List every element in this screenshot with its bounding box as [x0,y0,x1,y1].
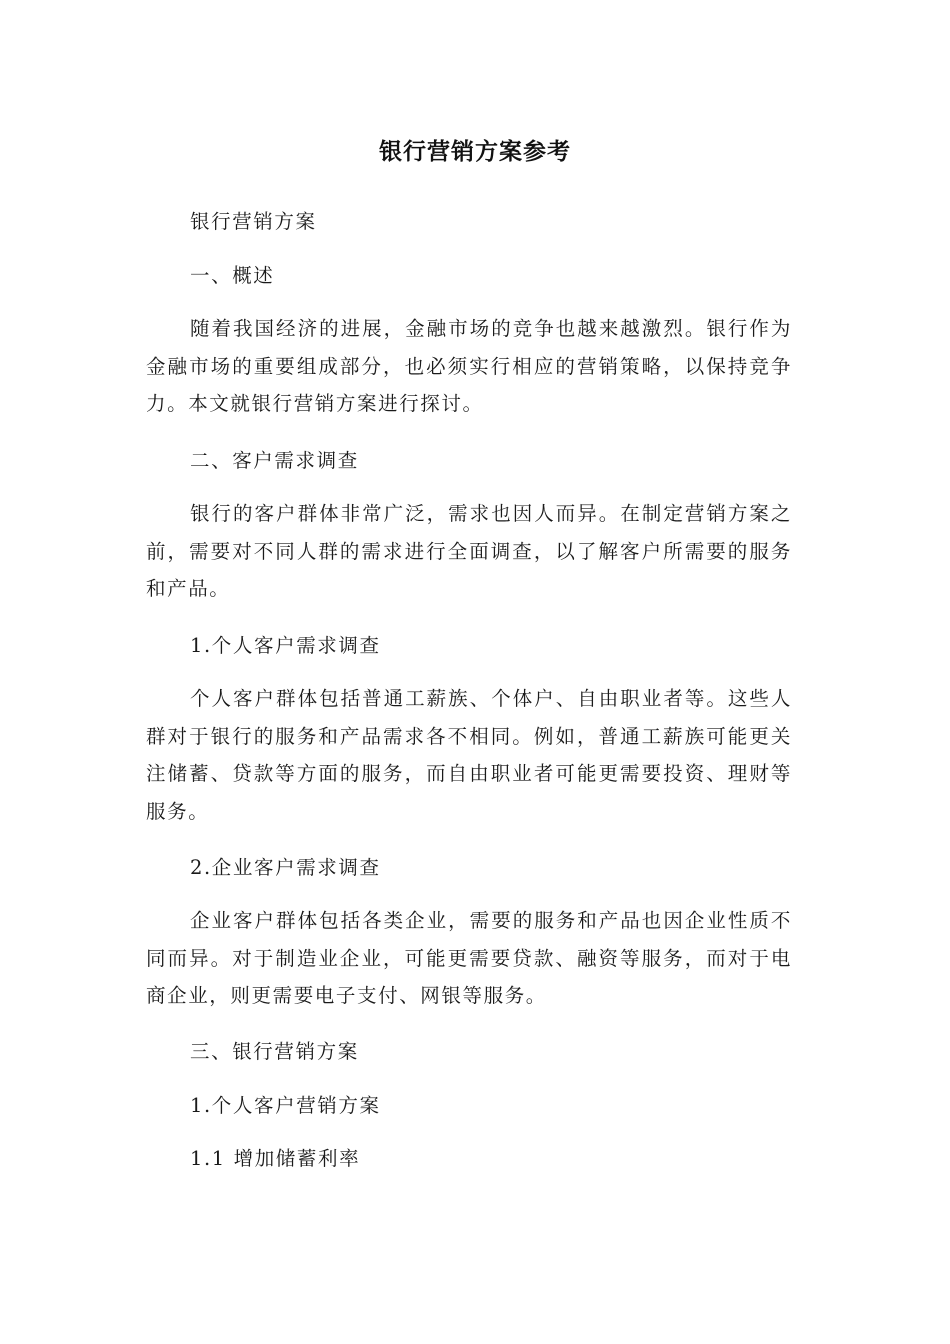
section-heading-marketing-plan: 三、银行营销方案 [190,1040,359,1063]
document-title: 银行营销方案参考 [379,139,571,165]
paragraph-customer-survey: 银行的客户群体非常广泛，需求也因人而异。在制定营销方案之前，需要对不同人群的需求进行全面调查，以了解客户所需要的服务和产品。 [146,502,792,601]
paragraph-enterprise-survey: 企业客户群体包括各类企业，需要的服务和产品也因企业性质不同而异。对于制造业企业，可能更需要贷款、融资等服务，而对于电商企业，则更需要电子支付、网银等服务。 [146,909,792,1008]
subheading-personal-marketing: 1.个人客户营销方案 [190,1094,381,1117]
paragraph-overview: 随着我国经济的进展，金融市场的竞争也越来越激烈。银行作为金融市场的重要组成部分，也必须实行相应的营销策略，以保持竞争力。本文就银行营销方案进行探讨。 [146,317,792,416]
section-heading-overview: 一、概述 [190,264,275,287]
paragraph-personal-survey: 个人客户群体包括普通工薪族、个体户、自由职业者等。这些人群对于银行的服务和产品需求各不相同。例如，普通工薪族可能更关注储蓄、贷款等方面的服务，而自由职业者可能更需要投资、理财等服务。 [146,687,792,824]
subheading-personal-survey: 1.个人客户需求调查 [190,634,381,657]
subheading-enterprise-survey: 2.企业客户需求调查 [190,856,381,879]
subheading-savings-rate: 1.1 增加储蓄利率 [190,1147,361,1170]
subtitle: 银行营销方案 [190,210,317,233]
section-heading-customer-survey: 二、客户需求调查 [190,449,359,472]
